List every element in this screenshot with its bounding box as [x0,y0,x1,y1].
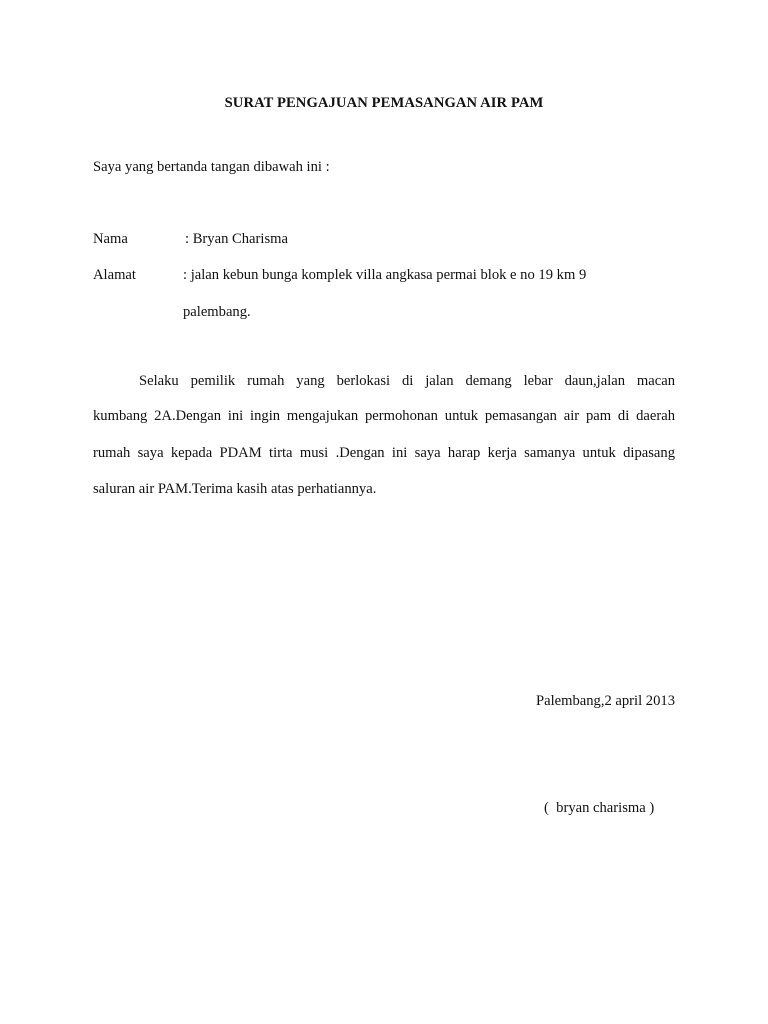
body-line-4: saluran air PAM.Terima kasih atas perhatiannya. [93,481,377,497]
body-line-2: kumbang 2A.Dengan ini ingin mengajukan permohonan untuk pemasangan air pam di daerah [93,408,675,424]
alamat-label: Alamat [93,267,136,283]
body-line-1: Selaku pemilik rumah yang berlokasi di jalan demang lebar daun,jalan macan [139,373,675,389]
alamat-value-line2: palembang. [183,304,251,320]
nama-value: : Bryan Charisma [185,231,288,247]
intro-text: Saya yang bertanda tangan dibawah ini : [93,159,330,175]
signature-name: ( bryan charisma ) [544,800,655,816]
letter-title: SURAT PENGAJUAN PEMASANGAN AIR PAM [224,95,544,111]
nama-label: Nama [93,231,128,247]
alamat-value-line1: : jalan kebun bunga komplek villa angkasa permai blok e no 19 km 9 [183,267,587,283]
place-date: Palembang,2 april 2013 [535,693,675,709]
body-line-3: rumah saya kepada PDAM tirta musi .Dengan ini saya harap kerja samanya untuk dipasang [93,445,675,461]
